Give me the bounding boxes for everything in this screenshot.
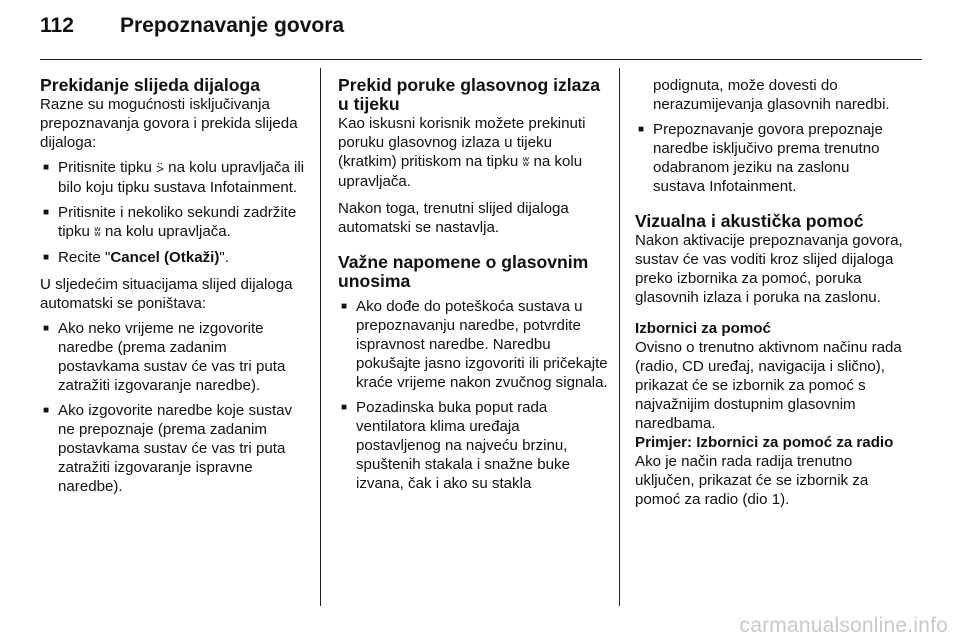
section-heading-important-notes: Važne napomene o glasovnim unosima (338, 252, 589, 291)
column-2 (338, 76, 608, 493)
interrupt-methods-list (40, 158, 308, 267)
help-menus-paragraph: Ovisno o trenutno aktivnom načinu rada (radio, CD uređaj, navigacija i slično), prikazat će se izbornik za pomoć s najvažnijim dostupnim glasovnim naredbama. (635, 339, 902, 432)
column-divider-1 (320, 68, 321, 606)
column-3 (635, 76, 905, 509)
cancel-command: Cancel (Otkaži) (110, 249, 220, 266)
list-item: ■ Pritisnite i nekoliko sekundi zadržite tipku ʬ na kolu upravljača. (40, 203, 308, 242)
list-item: ■ Recite "Cancel (Otkaži)". (40, 248, 308, 267)
list-item: ■ Ako neko vrijeme ne izgovorite naredbe (prema zadanim postavkama sustav će vas tri puta zatražiti izgovaranje naredbe). (40, 319, 308, 395)
auto-cancel-paragraph: U sljedećim situacijama slijed dijaloga automatski se poništava: (40, 276, 293, 312)
notes-list (338, 297, 608, 493)
column-divider-2 (619, 68, 620, 606)
header-divider (40, 59, 922, 60)
list-item: ■ Ako dođe do poteškoća sustava u prepoznavanju naredbe, potvrdite ispravnost naredbe. Naredbu pokušajte jasno izgovoriti ili pričekajte kraće vrijeme nakon zvučnog signala. (338, 297, 608, 392)
radio-help-paragraph: Ako je način rada radija trenutno uključen, prikazat će se izbornik za pomoć za radio (dio 1). (635, 453, 869, 508)
language-note-list (635, 120, 905, 196)
auto-cancel-list (40, 319, 308, 496)
list-item: ■ Ako izgovorite naredbe koje sustav ne prepoznaje (prema zadanim postavkama sustav će vas tri puta zatražiti izgovaranje ispravne naredbe). (40, 401, 308, 496)
list-item: ■ Prepoznavanje govora prepoznaje naredbe isključivo prema trenutno odabranom jeziku na zaslonu sustava Infotainment. (635, 120, 905, 196)
list-item: ■ Pozadinska buka poput rada ventilatora klima uređaja postavljenog na najveću brzinu, spuštenih stakala i snažne buke izvana, čak i ako su stakla (338, 398, 608, 493)
section-heading-dialog-interrupt: Prekidanje slijeda dijaloga (40, 75, 261, 95)
section-heading-interrupt-output: Prekid poruke glasovnog izlaza u tijeku (338, 75, 601, 114)
voice-button-icon: ʬ (94, 225, 101, 240)
watermark: carmanualsonline.info (739, 614, 948, 637)
list-item: ■ Pritisnite tipku ⍩ na kolu upravljača ili bilo koju tipku sustava Infotainment. (40, 158, 308, 197)
page-number: 112 (40, 14, 74, 37)
interrupt-output-paragraph: Kao iskusni korisnik možete prekinuti poruku glasovnog izlaza u tijeku (kratkim) pritiskom na tipku ʬ na kolu upravljača. (338, 115, 586, 190)
subheading-help-menus: Izbornici za pomoć (635, 320, 771, 337)
help-intro-paragraph: Nakon aktivacije prepoznavanja govora, sustav će vas voditi kroz slijed dijaloga preko izbornika za pomoć, poruka glasovnih izlaza i poruka na zaslonu. (635, 232, 903, 306)
continued-text: podignuta, može dovesti do nerazumijevanja glasovnih naredbi. (653, 77, 890, 113)
page-title: Prepoznavanje govora (120, 14, 345, 37)
section-heading-visual-acoustic-help: Vizualna i akustička pomoć (635, 211, 864, 231)
subheading-radio-help-example: Primjer: Izbornici za pomoć za radio (635, 434, 894, 451)
continuation-paragraph: Nakon toga, trenutni slijed dijaloga automatski se nastavlja. (338, 200, 569, 236)
voice-button-icon: ʬ (522, 155, 530, 170)
voice-mute-icon: ⍩ (156, 161, 164, 176)
column-1 (40, 76, 308, 496)
intro-paragraph: Razne su mogućnosti isključivanja prepoznavanja govora i prekida slijeda dijaloga: (40, 96, 298, 151)
